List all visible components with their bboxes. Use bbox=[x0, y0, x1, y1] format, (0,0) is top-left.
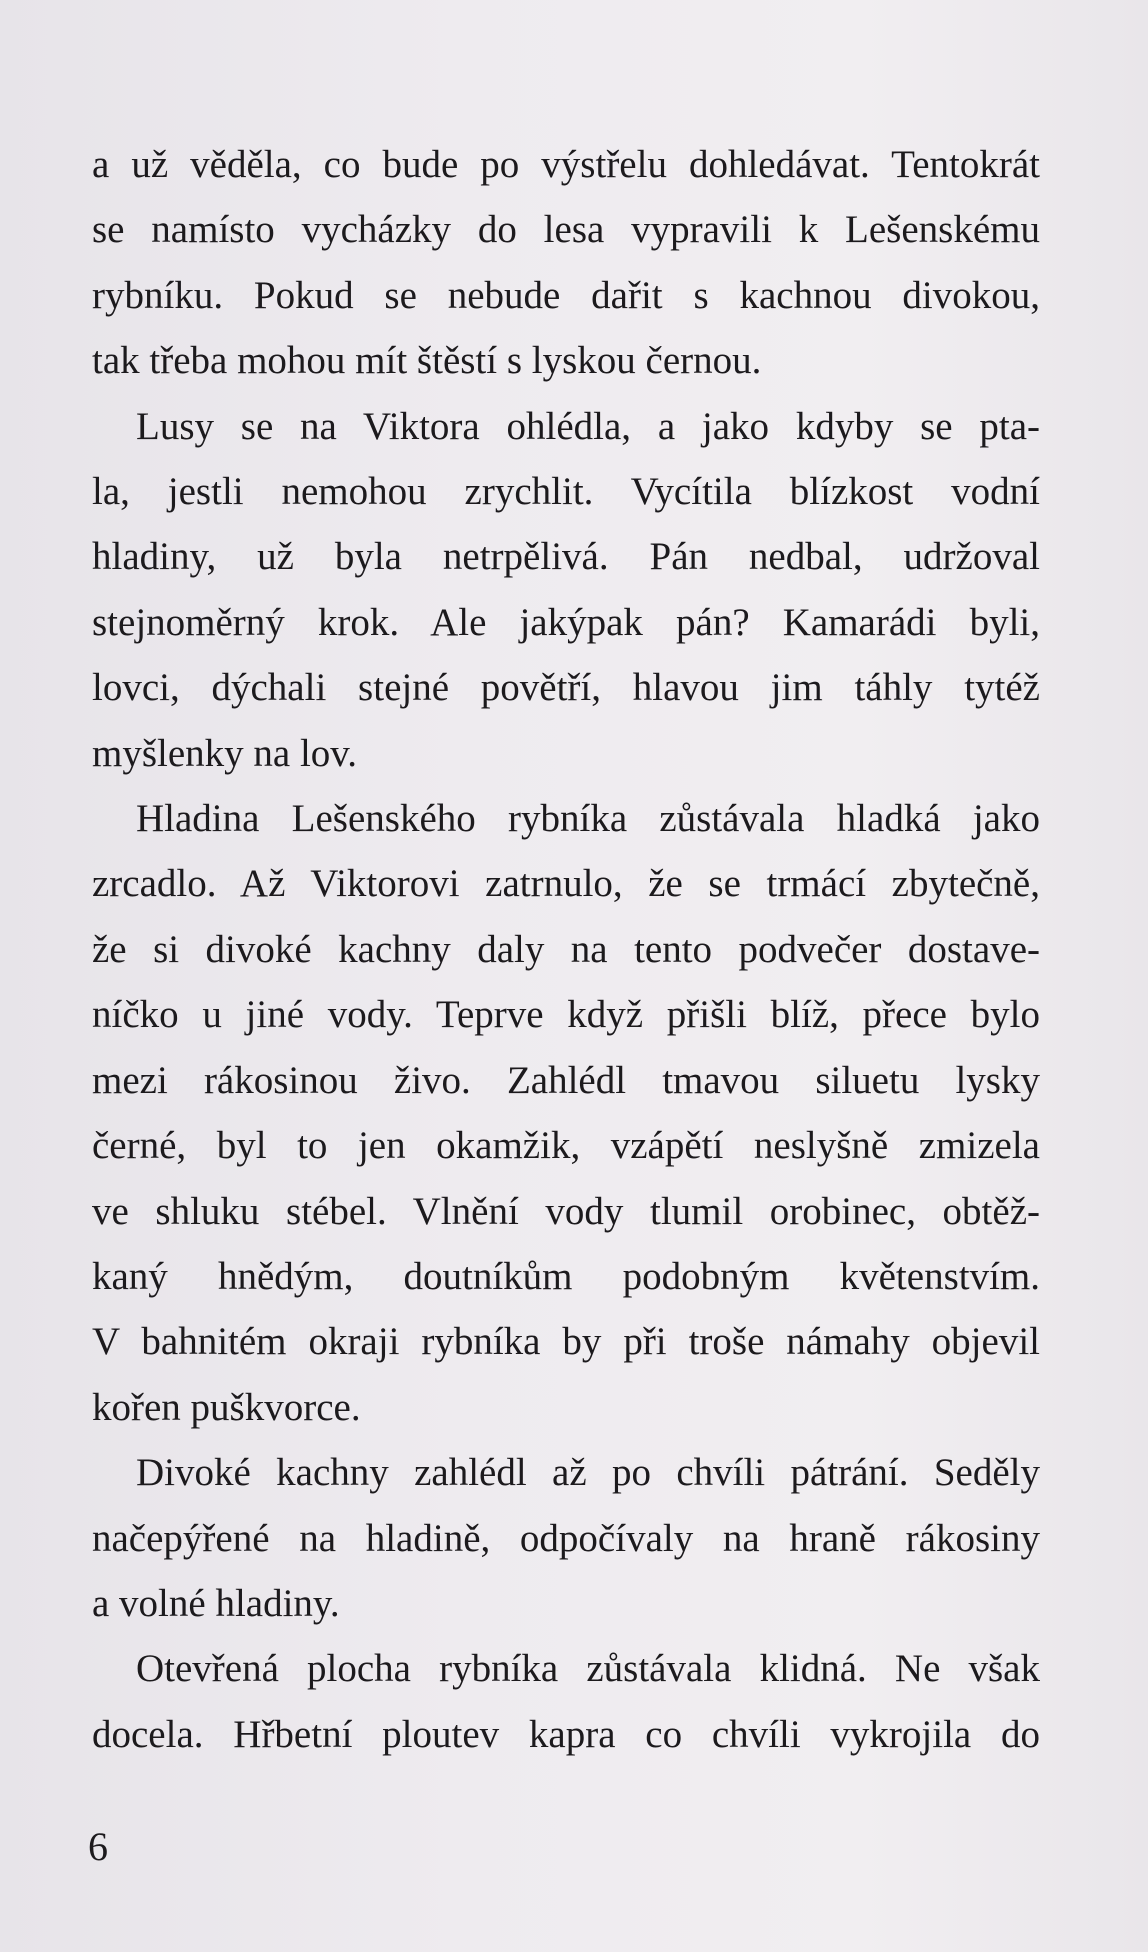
text-line: Hladina Lešenského rybníka zůstávala hladká jako bbox=[136, 797, 1040, 841]
paragraph bbox=[92, 394, 1040, 786]
paragraph bbox=[92, 132, 1040, 394]
text-line: stejnoměrný krok. Ale jakýpak pán? Kamarádi byli, bbox=[92, 600, 1040, 644]
text-line: kaný hnědým, doutníkům podobným květenstvím. bbox=[92, 1254, 1040, 1298]
text-line: docela. Hřbetní ploutev kapra co chvíli vykrojila do bbox=[92, 1712, 1040, 1756]
text-line: Divoké kachny zahlédl až po chvíli pátrání. Seděly bbox=[136, 1451, 1040, 1495]
text-line: ve shluku stébel. Vlnění vody tlumil orobinec, obtěž- bbox=[92, 1189, 1040, 1233]
text-line: la, jestli nemohou zrychlit. Vycítila blízkost vodní bbox=[92, 470, 1040, 514]
text-line: V bahnitém okraji rybníka by při troše námahy objevil bbox=[92, 1320, 1040, 1364]
text-line: a volné hladiny. bbox=[92, 1581, 340, 1625]
paragraph bbox=[92, 1636, 1040, 1767]
text-line: že si divoké kachny daly na tento podvečer dostave- bbox=[92, 927, 1040, 971]
text-line: a už věděla, co bude po výstřelu dohledávat. Tentokrát bbox=[92, 143, 1040, 186]
paragraph bbox=[92, 1440, 1040, 1636]
text-line: lovci, dýchali stejné povětří, hlavou jim táhly tytéž bbox=[92, 666, 1040, 710]
text-line: Lusy se na Viktora ohlédla, a jako kdyby se pta- bbox=[136, 404, 1040, 448]
text-line: načepýřené na hladině, odpočívaly na hraně rákosiny bbox=[92, 1516, 1040, 1560]
paragraph bbox=[92, 786, 1040, 1440]
text-line: myšlenky na lov. bbox=[92, 731, 358, 775]
text-line: rybníku. Pokud se nebude dařit s kachnou divokou, bbox=[92, 273, 1040, 317]
body-text bbox=[92, 132, 1040, 1767]
text-line: Otevřená plocha rybníka zůstávala klidná. Ne však bbox=[136, 1647, 1040, 1691]
text-line: tak třeba mohou mít štěstí s lyskou černou. bbox=[92, 339, 762, 383]
text-line: kořen puškvorce. bbox=[92, 1385, 361, 1429]
text-line: černé, byl to jen okamžik, vzápětí neslyšně zmizela bbox=[92, 1124, 1040, 1168]
text-line: níčko u jiné vody. Teprve když přišli blíž, přece bylo bbox=[92, 993, 1040, 1037]
text-line: mezi rákosinou živo. Zahlédl tmavou siluetu lysky bbox=[92, 1058, 1040, 1102]
text-line: hladiny, už byla netrpělivá. Pán nedbal, udržoval bbox=[92, 535, 1040, 579]
text-line: zrcadlo. Až Viktorovi zatrnulo, že se trmácí zbytečně, bbox=[92, 862, 1040, 906]
page-number: 6 bbox=[88, 1824, 108, 1869]
text-line: se namísto vycházky do lesa vypravili k Lešenskému bbox=[92, 208, 1040, 252]
